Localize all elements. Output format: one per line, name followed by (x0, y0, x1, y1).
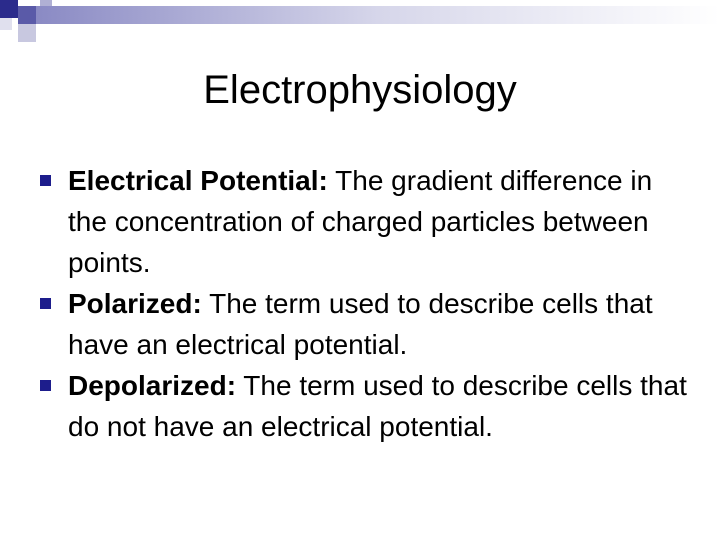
bullet-text: The term used to describe cells that do not have an electrical potential. (68, 370, 687, 442)
bullet-text: The gradient difference in the concentration of charged particles between points. (68, 165, 653, 278)
bullet-text: The term used to describe cells that have an electrical potential. (68, 288, 653, 360)
header-block-dark (0, 0, 18, 18)
bullet-item-depolarized (68, 365, 688, 447)
square-bullet-icon (40, 298, 51, 309)
header-decoration (0, 0, 720, 48)
bullet-item-polarized (68, 283, 688, 365)
square-bullet-icon (40, 175, 51, 186)
bullet-term: Electrical Potential: (68, 165, 328, 196)
bullet-term: Polarized: (68, 288, 202, 319)
slide-title: Electrophysiology (203, 68, 517, 112)
header-block-mid (18, 6, 36, 24)
header-block-small (40, 0, 52, 6)
header-block-light-1 (18, 24, 36, 42)
bullet-term: Depolarized: (68, 370, 237, 401)
bullet-list (68, 160, 688, 447)
header-gradient-band (36, 6, 720, 24)
bullet-item-electrical-potential (68, 160, 688, 283)
header-block-light-2 (0, 18, 12, 30)
square-bullet-icon (40, 380, 51, 391)
